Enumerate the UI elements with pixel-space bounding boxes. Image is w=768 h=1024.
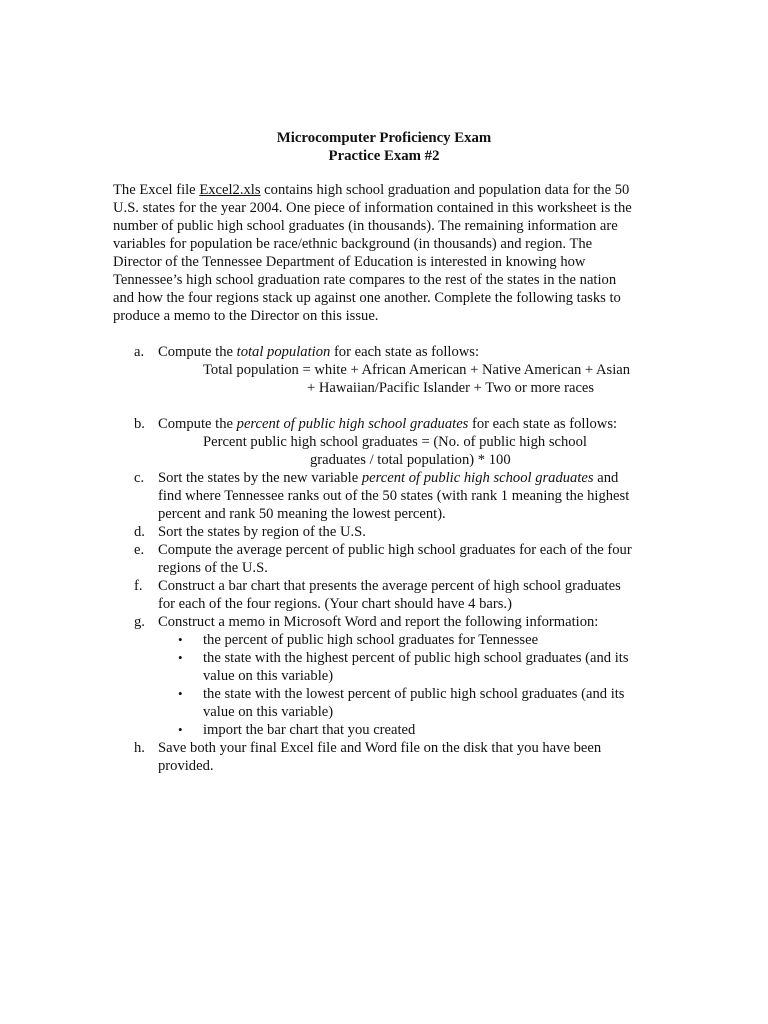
task-a [113,343,673,397]
document-title: Microcomputer Proficiency Exam [276,130,492,146]
bullet-item [158,631,673,649]
task-emphasis: percent of public high school graduates [361,470,594,486]
intro-line: number of public high school graduates (in thousands). The remaining information are [113,218,618,234]
bullet-icon: • [178,686,183,701]
bullet-icon: • [178,722,183,737]
task-c [113,469,673,523]
task-line: provided. [158,758,214,774]
formula-line: Percent public high school graduates = (No. of public high school [203,434,587,450]
task-list [113,343,673,775]
bullet-list [158,631,673,739]
task-f [113,577,673,613]
formula-line: Total population = white + African American + Native American + Asian [203,362,631,378]
bullet-text: value on this variable) [203,668,334,684]
task-e [113,541,673,577]
task-text: Sort the states by the new variable [158,470,362,486]
intro-line [113,181,658,199]
task-marker: f. [134,578,143,594]
spacer [113,397,673,415]
bullet-text: the percent of public high school graduates for Tennessee [203,632,539,648]
task-marker: c. [134,470,145,486]
task-line [158,343,673,361]
task-emphasis: percent of public high school graduates [236,416,469,432]
excel-file-name: Excel2.xls [199,182,261,198]
intro-line: Tennessee’s high school graduation rate compares to the rest of the states in the nation [113,272,617,288]
bullet-text: value on this variable) [203,704,334,720]
task-line: Sort the states by region of the U.S. [158,524,366,540]
intro-line: U.S. states for the year 2004. One piece of information contained in this worksheet is the [113,200,632,216]
task-text: Compute the [158,416,237,432]
task-line: Save both your final Excel file and Word file on the disk that you have been [158,740,602,756]
task-marker: a. [134,344,145,360]
bullet-icon: • [178,632,183,647]
task-b [113,415,673,469]
intro-line: produce a memo to the Director on this issue. [113,308,379,324]
task-marker: b. [134,416,145,432]
task-line [158,415,673,433]
task-line: Construct a bar chart that presents the average percent of high school graduates [158,578,621,594]
task-marker: h. [134,740,145,756]
task-text: for each state as follows: [330,344,480,360]
document-subtitle: Practice Exam #2 [328,148,440,164]
bullet-icon: • [178,650,183,665]
task-text: and [593,470,619,486]
task-emphasis: total population [236,344,331,360]
task-marker: d. [134,524,145,540]
bullet-text: the state with the lowest percent of public high school graduates (and its [203,686,625,702]
bullet-item [158,649,673,685]
task-text: for each state as follows: [468,416,618,432]
intro-line: variables for population be race/ethnic background (in thousands) and region. The [113,236,593,252]
bullet-item [158,685,673,721]
task-marker: g. [134,614,145,630]
task-line: for each of the four regions. (Your chart should have 4 bars.) [158,596,512,612]
task-text: Compute the [158,344,237,360]
task-h [113,739,673,775]
task-line: percent and rank 50 meaning the lowest percent). [158,506,446,522]
task-marker: e. [134,542,145,558]
task-line: regions of the U.S. [158,560,268,576]
task-line [158,469,673,487]
task-line: find where Tennessee ranks out of the 50 states (with rank 1 meaning the highest [158,488,630,504]
bullet-text: import the bar chart that you created [203,722,416,738]
intro-text: The Excel file [113,182,200,198]
formula-line: + Hawaiian/Pacific Islander + Two or more races [307,380,595,396]
task-line: Construct a memo in Microsoft Word and report the following information: [158,614,599,630]
intro-text: contains high school graduation and population data for the 50 [260,182,630,198]
bullet-text: the state with the highest percent of public high school graduates (and its [203,650,629,666]
intro-paragraph [113,181,658,325]
intro-line: Director of the Tennessee Department of Education is interested in knowing how [113,254,586,270]
task-line: Compute the average percent of public high school graduates for each of the four [158,542,632,558]
task-g [113,613,673,739]
task-d [113,523,673,541]
formula-line: graduates / total population) * 100 [310,452,511,468]
bullet-item [158,721,673,739]
intro-line: and how the four regions stack up against one another. Complete the following tasks to [113,290,621,306]
